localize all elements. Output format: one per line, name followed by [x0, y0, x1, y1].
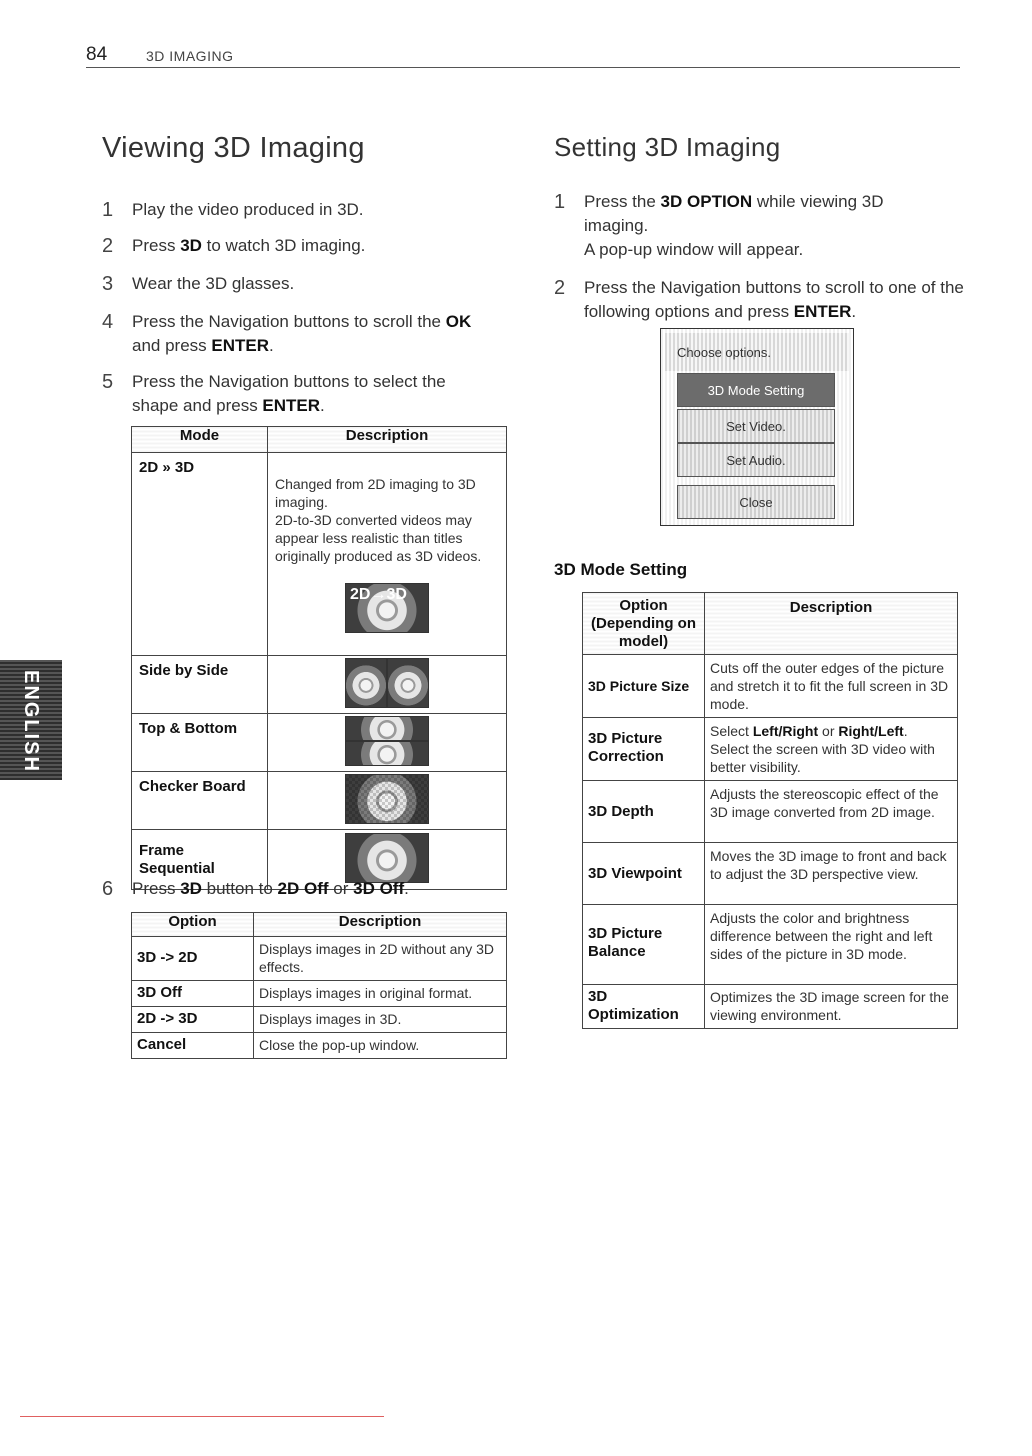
- table-row: [132, 772, 507, 830]
- setting-3d-title: Setting 3D Imaging: [554, 132, 781, 162]
- table-row: [583, 985, 958, 1029]
- mode-image-cell: [268, 714, 507, 772]
- table-row: [583, 655, 958, 718]
- setting-option-cell: 3D Depth: [583, 781, 705, 843]
- page-header: [86, 44, 960, 68]
- table-row: [583, 905, 958, 985]
- left-step-1: 1 Play the video produced in 3D.: [102, 199, 364, 221]
- choose-options-popup: [660, 328, 854, 526]
- popup-note: A pop-up window will appear.: [584, 240, 804, 259]
- table-row: [132, 1033, 507, 1059]
- option-desc-cell: Displays images in 3D.: [254, 1007, 507, 1033]
- 3d-mode-setting-table: [582, 592, 958, 1029]
- table-row: [132, 714, 507, 772]
- mode-cell: 2D » 3D: [132, 453, 268, 656]
- table-row: [583, 718, 958, 781]
- mode-table: [131, 426, 507, 890]
- option-table-header: Description: [254, 913, 507, 937]
- option-cell: 2D -> 3D: [132, 1007, 254, 1033]
- setting-desc-cell: Cuts off the outer edges of the picture and stretch it to fit the full screen in 3D mode.: [705, 655, 958, 718]
- popup-option-close[interactable]: Close: [677, 485, 835, 519]
- mode-cell: Checker Board: [132, 772, 268, 830]
- table-row: [583, 843, 958, 905]
- left-step-4: 4 Press the Navigation buttons to scroll the OK and press ENTER.: [102, 311, 472, 355]
- setting-desc-cell: Select Left/Right or Right/Left. Select the screen with 3D video with better visibility.: [705, 718, 958, 781]
- table-row: [132, 453, 507, 656]
- setting-desc-cell: Adjusts the stereoscopic effect of the 3D image converted from 2D image.: [705, 781, 958, 843]
- popup-option-set-video[interactable]: Set Video.: [677, 409, 835, 443]
- option-cell: 3D Off: [132, 981, 254, 1007]
- option-desc-cell: Close the pop-up window.: [254, 1033, 507, 1059]
- mode-image-cell: [268, 772, 507, 830]
- mode-table-header: Description: [268, 427, 507, 453]
- mode-cell: Frame Sequential: [132, 830, 268, 890]
- language-label: ENGLISH: [20, 670, 42, 773]
- top-bottom-image: [345, 716, 429, 766]
- setting-option-cell: 3D Picture Balance: [583, 905, 705, 985]
- left-step-5: 5 Press the Navigation buttons to select the shape and press ENTER.: [102, 371, 446, 415]
- setting-desc-cell: Moves the 3D image to front and back to adjust the 3D perspective view.: [705, 843, 958, 905]
- setting-table-header: Option (Depending on model): [583, 593, 705, 655]
- mode-table-header: Mode: [132, 427, 268, 453]
- table-row: [132, 1007, 507, 1033]
- thumb-label: 2D→3D: [350, 586, 407, 603]
- setting-option-cell: 3D Picture Correction: [583, 718, 705, 781]
- popup-option-3d-mode-setting[interactable]: 3D Mode Setting: [677, 373, 835, 407]
- viewing-3d-title: Viewing 3D Imaging: [102, 132, 365, 164]
- right-step-1: 1 Press the 3D OPTION while viewing 3D imaging. A pop-up window will appear.: [554, 190, 964, 262]
- setting-option-cell: 3D Viewpoint: [583, 843, 705, 905]
- option-cell: Cancel: [132, 1033, 254, 1059]
- left-step-6: 6 Press 3D button to 2D Off or 3D Off.: [102, 878, 409, 900]
- checker-board-image: [345, 774, 429, 824]
- popup-option-set-audio[interactable]: Set Audio.: [677, 443, 835, 477]
- mode-cell: Side by Side: [132, 656, 268, 714]
- option-desc-cell: Displays images in original format.: [254, 981, 507, 1007]
- language-side-tab: [0, 660, 62, 780]
- table-row: [132, 937, 507, 981]
- side-by-side-image: [345, 658, 429, 708]
- setting-option-cell: 3D Optimization: [583, 985, 705, 1029]
- setting-desc-cell: Optimizes the 3D image screen for the viewing environment.: [705, 985, 958, 1029]
- table-row: [132, 981, 507, 1007]
- setting-desc-cell: Adjusts the color and brightness difference between the right and left sides of the picture in 3D mode.: [705, 905, 958, 985]
- left-step-2: 2 Press 3D to watch 3D imaging.: [102, 235, 366, 257]
- mode-image-cell: [268, 656, 507, 714]
- option-desc-cell: Displays images in 2D without any 3D effects.: [254, 937, 507, 981]
- popup-title: Choose options.: [665, 333, 849, 371]
- table-row: [132, 656, 507, 714]
- mode-cell: Top & Bottom: [132, 714, 268, 772]
- 2d-to-3d-image: [345, 583, 429, 633]
- mode-desc-cell: [268, 453, 507, 656]
- 3d-mode-setting-heading: 3D Mode Setting: [554, 560, 688, 579]
- mode-desc-text: Changed from 2D imaging to 3D imaging. 2D-to-3D converted videos may appear less realistic than titles originally produced as 3D videos.: [275, 476, 482, 564]
- right-step-2: 2 Press the Navigation buttons to scroll to one of the following options and press ENTER.: [554, 277, 964, 321]
- setting-option-cell: 3D Picture Size: [583, 655, 705, 718]
- footer-rule: [20, 1416, 384, 1417]
- table-row: [583, 781, 958, 843]
- option-table: [131, 912, 507, 1059]
- option-cell: 3D -> 2D: [132, 937, 254, 981]
- frame-sequential-image: [345, 833, 429, 883]
- left-step-3: 3 Wear the 3D glasses.: [102, 273, 295, 295]
- section-title: 3D IMAGING: [146, 48, 234, 64]
- option-table-header: Option: [132, 913, 254, 937]
- page-number: 84: [86, 44, 108, 65]
- setting-table-header: Description: [705, 593, 958, 655]
